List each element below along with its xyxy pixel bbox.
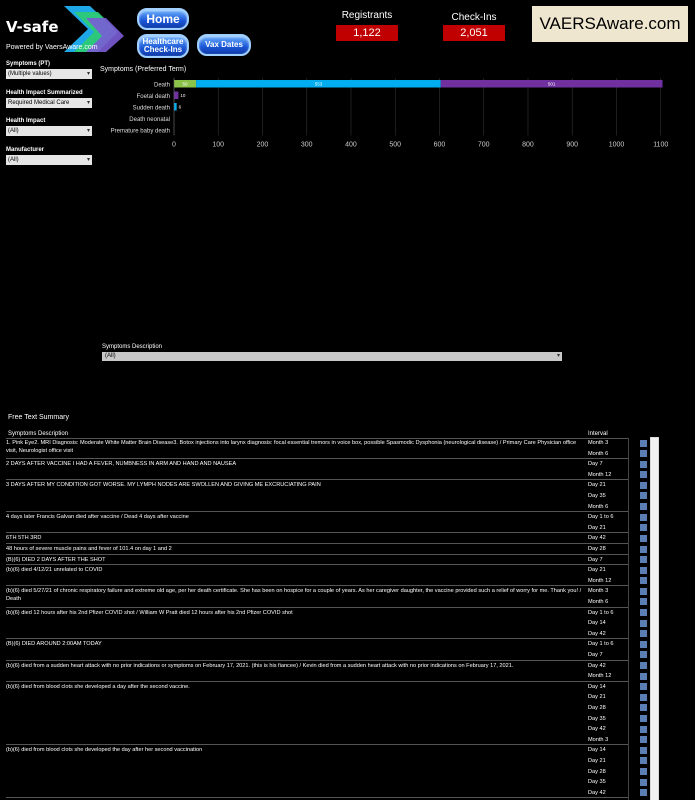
interval-marker[interactable] bbox=[640, 704, 647, 711]
symptom-description-cell: 4 days later Francis Galvan died after vaccine / Dead 4 days after vaccine bbox=[6, 514, 189, 521]
x-tick-label: 400 bbox=[345, 141, 357, 149]
interval-cell: Day 21 bbox=[588, 567, 606, 574]
interval-marker[interactable] bbox=[640, 577, 647, 584]
interval-marker[interactable] bbox=[640, 609, 647, 616]
interval-cell: Day 14 bbox=[588, 620, 606, 627]
category-label: Premature baby death bbox=[110, 128, 170, 135]
filter-label-health-impact: Health Impact bbox=[6, 118, 46, 124]
interval-marker[interactable] bbox=[640, 450, 647, 457]
symptoms-description-label: Symptoms Description bbox=[102, 344, 163, 350]
category-label: Foetal death bbox=[136, 93, 170, 100]
interval-marker[interactable] bbox=[640, 535, 647, 542]
interval-cell: Day 35 bbox=[588, 779, 606, 786]
column-header-interval: Interval bbox=[588, 431, 608, 437]
symptom-description-cell: (b)(6) died from a sudden heart attack with no prior indications or symptoms on February 17, 2021. (this is his fiancee) / Kevin died from a sudden heart attack with no prior indications on February 17, 2021. bbox=[6, 662, 514, 669]
interval-marker[interactable] bbox=[640, 492, 647, 499]
interval-cell: Month 6 bbox=[588, 450, 609, 457]
interval-marker[interactable] bbox=[640, 683, 647, 690]
registrants-label: Registrants bbox=[341, 10, 393, 21]
health-impact-dropdown[interactable] bbox=[6, 126, 92, 136]
x-tick-label: 300 bbox=[300, 141, 313, 149]
chart-title: Symptoms (Preferred Term) bbox=[100, 66, 187, 73]
table-row[interactable] bbox=[6, 544, 628, 555]
logo-subtitle: Powered by VaersAware.com bbox=[6, 44, 98, 51]
interval-cell: Day 21 bbox=[588, 694, 606, 701]
dropdown-value: Required Medical Care bbox=[8, 100, 70, 106]
interval-marker[interactable] bbox=[640, 673, 647, 680]
table-row[interactable] bbox=[6, 565, 628, 586]
data-label: 50 bbox=[182, 81, 188, 87]
interval-cell: Month 12 bbox=[588, 471, 612, 478]
table-row[interactable] bbox=[6, 512, 628, 533]
interval-cell: Day 42 bbox=[588, 789, 606, 796]
table-row[interactable] bbox=[6, 480, 628, 512]
interval-cell: Day 21 bbox=[588, 482, 606, 489]
interval-cell: Month 3 bbox=[588, 736, 609, 743]
column-header-symptoms-description: Symptoms Description bbox=[8, 431, 69, 437]
vsafe-logo bbox=[6, 4, 126, 54]
dropdown-value: (All) bbox=[8, 157, 19, 163]
interval-cell: Day 28 bbox=[588, 546, 606, 552]
x-tick-label: 900 bbox=[566, 141, 579, 149]
category-label: Sudden death bbox=[132, 105, 170, 112]
symptom-description-cell: (b)(6) died from blood clots she developed a day after the second vaccine. bbox=[6, 683, 190, 690]
interval-cell: Day 28 bbox=[588, 768, 606, 775]
manufacturer-dropdown[interactable] bbox=[6, 155, 92, 165]
interval-cell: Day 42 bbox=[588, 662, 606, 669]
symptom-description-cell: (b)(6) died from blood clots she developed the day after her second vaccination bbox=[6, 747, 203, 754]
x-tick-label: 0 bbox=[172, 141, 176, 149]
interval-cell: Day 28 bbox=[588, 704, 606, 711]
free-text-summary-title: Free Text Summary bbox=[8, 414, 69, 421]
interval-cell: Day 7 bbox=[588, 461, 603, 468]
data-label: 10 bbox=[180, 93, 186, 99]
symptoms-bar-chart bbox=[96, 74, 686, 150]
table-row[interactable] bbox=[6, 586, 628, 607]
interval-cell: Month 12 bbox=[588, 673, 612, 680]
bar-segment bbox=[174, 103, 177, 111]
interval-cell: Day 42 bbox=[588, 630, 606, 637]
interval-marker[interactable] bbox=[640, 747, 647, 754]
x-tick-label: 100 bbox=[212, 141, 225, 149]
interval-cell: Day 42 bbox=[588, 535, 606, 542]
symptom-description-cell: 3 DAYS AFTER MY CONDITION GOT WORSE. MY LYMPH NODES ARE SWOLLEN AND GIVING ME EXCRUCIATING PAIN bbox=[6, 482, 321, 489]
table-row[interactable] bbox=[6, 639, 628, 660]
registrants-value: 1,122 bbox=[336, 25, 398, 41]
table-row[interactable] bbox=[6, 608, 628, 640]
interval-marker[interactable] bbox=[640, 789, 647, 796]
interval-marker[interactable] bbox=[640, 662, 647, 669]
symptoms-description-dropdown[interactable] bbox=[102, 352, 562, 361]
data-label: 553 bbox=[314, 81, 323, 87]
interval-cell: Month 3 bbox=[588, 440, 609, 446]
interval-cell: Day 7 bbox=[588, 556, 603, 563]
symptom-description-cell: (B)(6) DIED 2 DAYS AFTER THE SHOT bbox=[6, 556, 106, 563]
interval-cell: Month 12 bbox=[588, 577, 612, 584]
symptom-description-cell: (b)(6) died 5/27/21 of chronic respiratory failure and extreme old age, per her death certificate. She has been on hospice for a couple of years. As her caregiver daughter, the vaccine provided such a relief of worry for me. Thank you! / Death bbox=[6, 588, 582, 603]
table-row[interactable] bbox=[6, 533, 628, 544]
interval-marker[interactable] bbox=[640, 651, 647, 658]
interval-marker[interactable] bbox=[640, 715, 647, 722]
checkins-value: 2,051 bbox=[443, 25, 505, 41]
interval-marker[interactable] bbox=[640, 588, 647, 595]
chevron-down-icon: ▾ bbox=[86, 128, 90, 134]
interval-cell: Day 21 bbox=[588, 757, 606, 764]
category-label: Death bbox=[153, 82, 170, 89]
x-tick-label: 800 bbox=[522, 141, 534, 149]
data-label: 6 bbox=[178, 104, 182, 110]
x-tick-label: 500 bbox=[389, 141, 402, 149]
table-row[interactable] bbox=[6, 682, 628, 746]
interval-cell: Day 7 bbox=[588, 651, 603, 658]
data-label: 501 bbox=[547, 81, 556, 87]
brand-banner[interactable]: VAERSAware.com bbox=[532, 6, 688, 42]
symptom-description-cell: 2 DAYS AFTER VACCINE I HAD A FEVER, NUMBNESS IN ARM AND HAND AND NAUSEA bbox=[6, 461, 237, 468]
dropdown-value: (All) bbox=[105, 353, 116, 359]
interval-cell: Day 1 to 6 bbox=[588, 609, 614, 616]
interval-marker[interactable] bbox=[640, 694, 647, 701]
symptoms-pt-dropdown[interactable] bbox=[6, 69, 92, 79]
filter-label-health-impact-summarized: Health Impact Summarized bbox=[6, 90, 83, 96]
symptom-description-cell: (b)(6) died 4/12/21 unrelated to COVID bbox=[6, 567, 103, 574]
health-impact-summarized-dropdown[interactable] bbox=[6, 98, 92, 108]
chevron-down-icon: ▾ bbox=[556, 353, 560, 359]
filter-label-symptoms-pt: Symptoms (PT) bbox=[6, 61, 51, 67]
chevron-down-icon: ▾ bbox=[86, 100, 90, 106]
scrollbar-thumb[interactable] bbox=[651, 438, 658, 800]
filter-label-manufacturer: Manufacturer bbox=[6, 147, 45, 153]
interval-marker[interactable] bbox=[640, 598, 647, 605]
chevron-down-icon: ▾ bbox=[86, 157, 90, 163]
interval-cell: Month 6 bbox=[588, 503, 609, 510]
interval-marker[interactable] bbox=[640, 471, 647, 478]
interval-cell: Day 42 bbox=[588, 726, 606, 733]
x-tick-label: 1000 bbox=[608, 141, 625, 149]
symptom-description-cell: 1. Pink Eye2. MRI Diagnosis: Moderate White Matter Brain Disease3. Botox injections into larynx diagnosis: focal essential tremors in voice box, possible Spasmodic Dysphonia (neurological disease) / Primary Care Physician office visit, Neurologist office visit bbox=[6, 440, 577, 454]
chevron-down-icon: ▾ bbox=[86, 71, 90, 77]
symptom-description-cell: 6TH 5TH 3RD bbox=[6, 535, 42, 542]
logo-title: V-safe bbox=[6, 18, 59, 36]
interval-marker[interactable] bbox=[640, 546, 647, 553]
checkins-label: Check-Ins bbox=[451, 12, 497, 23]
interval-cell: Day 14 bbox=[588, 747, 606, 754]
x-tick-label: 1100 bbox=[653, 141, 669, 149]
interval-marker[interactable] bbox=[640, 736, 647, 743]
table-row[interactable] bbox=[6, 459, 628, 480]
healthcare-checkins-button[interactable]: Healthcare Check-Ins bbox=[137, 34, 189, 58]
interval-marker[interactable] bbox=[640, 440, 647, 447]
interval-cell: Day 35 bbox=[588, 715, 606, 722]
interval-marker[interactable] bbox=[640, 514, 647, 521]
table-row[interactable] bbox=[6, 661, 628, 682]
table-row[interactable] bbox=[6, 555, 628, 566]
interval-marker[interactable] bbox=[640, 567, 647, 574]
x-tick-label: 200 bbox=[256, 141, 269, 149]
dropdown-value: (Multiple values) bbox=[8, 71, 52, 77]
interval-cell: Day 1 to 6 bbox=[588, 641, 614, 648]
symptom-description-cell: 48 hours of severe muscle pains and fever of 101.4 on day 1 and 2 bbox=[6, 546, 172, 552]
x-tick-label: 700 bbox=[477, 141, 490, 149]
interval-marker[interactable] bbox=[640, 556, 647, 563]
interval-marker[interactable] bbox=[640, 503, 647, 510]
interval-marker[interactable] bbox=[640, 524, 647, 531]
home-button[interactable]: Home bbox=[137, 8, 189, 30]
column-divider bbox=[628, 438, 629, 800]
interval-cell: Month 6 bbox=[588, 598, 609, 605]
interval-marker[interactable] bbox=[640, 757, 647, 764]
interval-marker[interactable] bbox=[640, 620, 647, 627]
dropdown-value: (All) bbox=[8, 128, 19, 134]
interval-cell: Day 35 bbox=[588, 492, 606, 499]
interval-cell: Day 1 to 6 bbox=[588, 514, 614, 521]
interval-marker[interactable] bbox=[640, 641, 647, 648]
interval-marker[interactable] bbox=[640, 630, 647, 637]
symptom-description-cell: (B)(6) DIED AROUND 2:00AM TODAY bbox=[6, 641, 102, 648]
category-label: Death neonatal bbox=[129, 116, 170, 123]
bar-segment bbox=[174, 92, 178, 100]
vax-dates-button[interactable]: Vax Dates bbox=[197, 34, 251, 56]
interval-marker[interactable] bbox=[640, 726, 647, 733]
interval-cell: Month 3 bbox=[588, 588, 609, 595]
interval-cell: Day 21 bbox=[588, 524, 606, 531]
interval-marker[interactable] bbox=[640, 768, 647, 775]
interval-marker[interactable] bbox=[640, 482, 647, 489]
symptom-description-cell: (b)(6) died 12 hours after his 2nd Pfizer COVID shot / William W Pratt died 12 hours after his 2nd Pfizer COVID shot bbox=[6, 609, 293, 616]
table-row[interactable] bbox=[6, 745, 628, 798]
interval-marker[interactable] bbox=[640, 779, 647, 786]
interval-marker[interactable] bbox=[640, 461, 647, 468]
table-row[interactable] bbox=[6, 438, 628, 459]
interval-cell: Day 14 bbox=[588, 683, 606, 690]
x-tick-label: 600 bbox=[433, 141, 446, 149]
